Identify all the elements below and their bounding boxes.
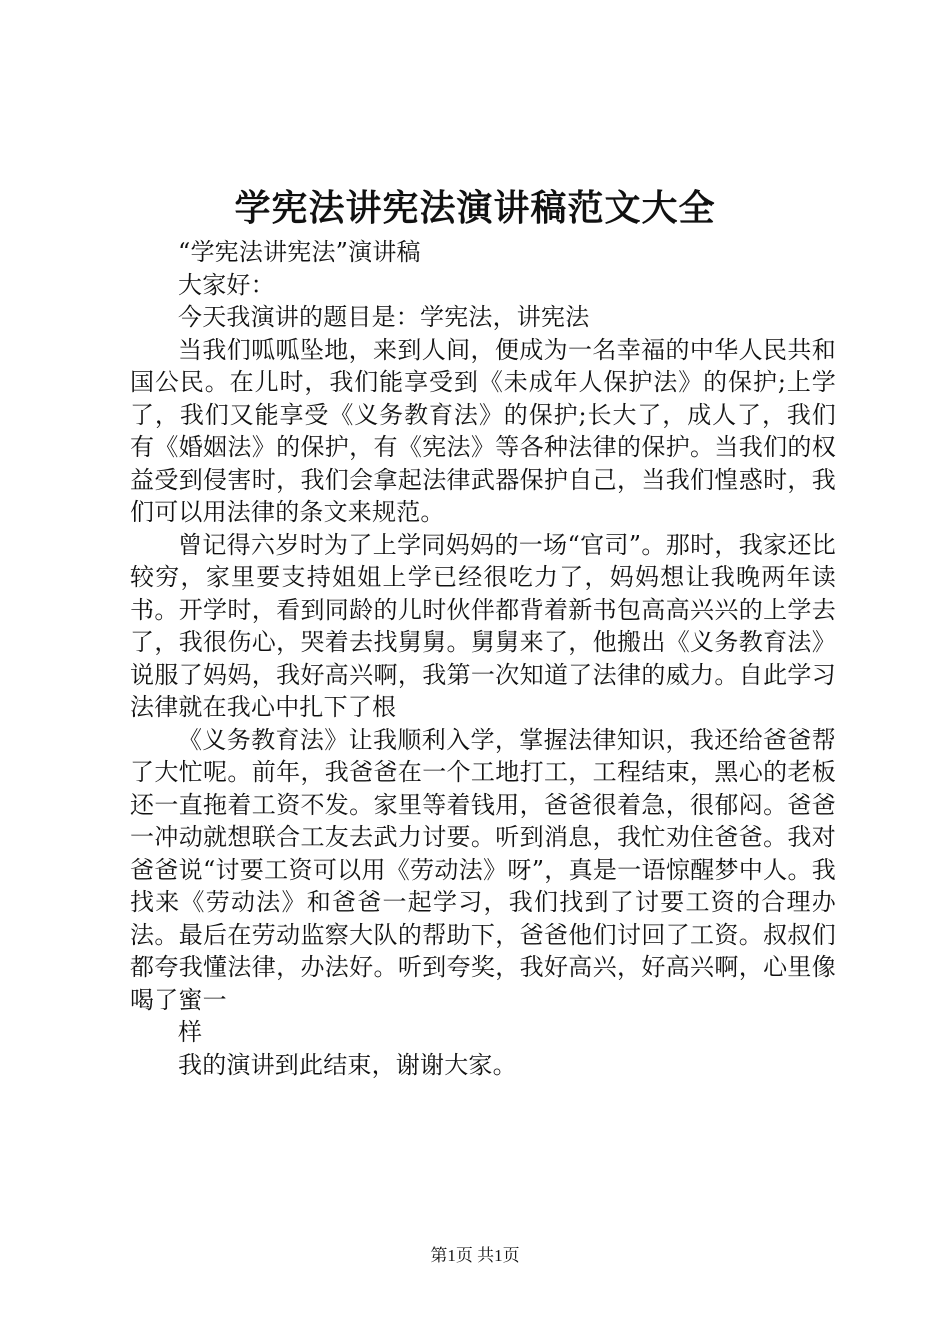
paragraph-childhood-story: 曾记得六岁时为了上学同妈妈的一场“官司”。那时，我家还比较穷，家里要支持姐姐上学已经很吃力了，妈妈想让我晚两年读书。开学时，看到同龄的儿时伙伴都背着新书包高高兴兴的上学去了，我很伤心，哭着去找舅舅。舅舅来了，他搬出《义务教育法》说服了妈妈，我好高兴啊，我第一次知道了法律的威力。自此学习法律就在我心中扎下了根 (130, 530, 836, 721)
paragraph-laws-protection: 当我们呱呱坠地，来到人间，便成为一名幸福的中华人民共和国公民。在儿时，我们能享受到《未成年人保护法》的保护;上学了，我们又能享受《义务教育法》的保护;长大了，成人了，我们有《婚姻法》的保护，有《宪法》等各种法律的保护。当我们的权益受到侵害时，我们会拿起法律武器保护自己，当我们惶惑时，我们可以用法律的条文来规范。 (130, 335, 836, 526)
paragraph-labor-law-story: 《义务教育法》让我顺利入学，掌握法律知识，我还给爸爸帮了大忙呢。前年，我爸爸在一个工地打工，工程结束，黑心的老板还一直拖着工资不发。家里等着钱用，爸爸很着急，很郁闷。爸爸一冲动就想联合工友去武力讨要。听到消息，我忙劝住爸爸。我对爸爸说“讨要工资可以用《劳动法》呀”，真是一语惊醒梦中人。我找来《劳动法》和爸爸一起学习，我们找到了讨要工资的合理办法。最后在劳动监察大队的帮助下，爸爸他们讨回了工资。叔叔们都夸我懂法律，办法好。听到夸奖，我好高兴，好高兴啊，心里像喝了蜜一 (130, 725, 836, 1014)
speech-topic: 今天我演讲的题目是：学宪法，讲宪法 (178, 303, 590, 331)
page-footer: 第1页 共1页 (430, 1246, 520, 1265)
paragraph-fragment: 样 (178, 1018, 203, 1046)
document-title: 学宪法讲宪法演讲稿范文大全 (234, 187, 716, 229)
closing-remark: 我的演讲到此结束，谢谢大家。 (178, 1050, 517, 1079)
greeting: 大家好： (178, 270, 275, 299)
speech-heading: “学宪法讲宪法”演讲稿 (178, 238, 421, 266)
document-body (130, 236, 836, 1081)
